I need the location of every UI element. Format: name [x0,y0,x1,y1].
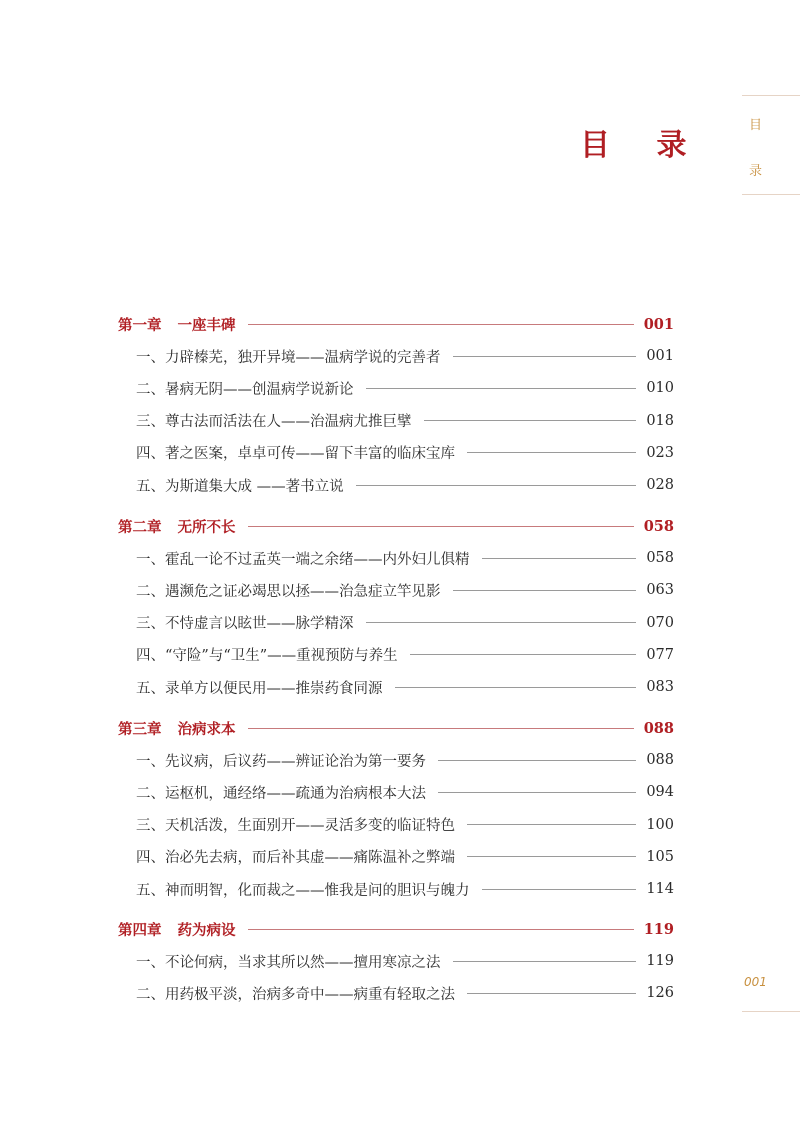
section-page: 010 [646,380,674,397]
leader-line [395,687,637,688]
section-page: 114 [646,881,674,897]
section-title: 五、神而明智，化而裁之——惟我是问的胆识与魄力 [136,882,470,899]
chapter-title [118,718,236,739]
leader-line [410,654,637,655]
toc-section-row[interactable] [118,473,674,497]
toc-section-row[interactable] [118,376,674,400]
leader-line [248,728,634,729]
toc-section-row[interactable] [118,441,674,465]
leader-line [467,993,636,994]
toc-section-row[interactable] [118,949,674,973]
section-title: 二、暑病无阴——创温病学说新论 [136,381,354,398]
toc-section-row[interactable] [118,643,674,667]
side-section-tab [742,95,800,195]
page-number: 001 [744,975,767,989]
section-title: 三、天机活泼，生面别开——灵活多变的临证特色 [136,818,455,835]
side-tab-char-2: 录 [749,164,763,179]
chapter-page: 058 [643,517,674,535]
toc-chapter-row[interactable] [118,312,674,336]
leader-line [248,929,634,930]
section-page: 119 [646,953,674,970]
leader-line [453,356,637,357]
chapter-name: 无所不长 [177,519,236,536]
section-title: 一、霍乱一论不过孟英一端之余绪——内外妇儿俱精 [136,551,470,568]
leader-line [248,526,634,527]
section-page: 105 [646,848,674,865]
chapter-number: 第二章 [118,519,162,536]
section-page: 126 [646,985,674,1002]
chapter-title [118,314,236,335]
leader-line [356,485,637,486]
chapter-page: 119 [643,920,674,938]
side-tab-char-1: 目 [749,118,763,133]
section-title: 四、治必先去病，而后补其虚——痛陈温补之弊端 [136,850,455,867]
leader-line [438,792,636,793]
section-page: 058 [646,550,674,567]
section-title: 四、“守险”与“卫生”——重视预防与养生 [136,648,398,665]
chapter-number: 第三章 [118,721,162,738]
chapter-page: 001 [643,315,674,333]
chapter-number: 第四章 [118,922,162,939]
chapter-number: 第一章 [118,317,162,334]
chapter-name: 药为病设 [177,922,236,939]
section-title: 二、遇濒危之证必竭思以拯——治急症立竿见影 [136,583,441,600]
leader-line [467,824,636,825]
chapter-name: 治病求本 [177,721,236,738]
toc-chapter-row[interactable] [118,716,674,740]
toc-section-row[interactable] [118,344,674,368]
leader-line [248,324,634,325]
side-divider [742,1011,800,1012]
leader-line [467,856,636,857]
section-page: 023 [646,444,674,461]
leader-line [424,420,637,421]
section-page: 001 [646,348,674,365]
section-page: 083 [646,679,674,695]
section-page: 077 [646,646,674,663]
toc-section-row[interactable] [118,675,674,699]
section-page: 100 [646,816,674,833]
toc-chapter-row[interactable] [118,917,674,941]
leader-line [366,622,637,623]
section-page: 018 [646,412,674,429]
leader-line [438,760,636,761]
toc-section-row[interactable] [118,409,674,433]
section-title: 一、先议病，后议药——辨证论治为第一要务 [136,753,426,770]
chapter-name: 一座丰碑 [177,317,236,334]
toc-section-row[interactable] [118,981,674,1005]
section-title: 二、运枢机，通经络——疏通为治病根本大法 [136,785,426,802]
section-title: 三、不恃虚言以眩世——脉学精深 [136,616,354,633]
toc-section-row[interactable] [118,845,674,869]
chapter-title [118,919,236,940]
leader-line [366,388,637,389]
section-title: 一、不论何病，当求其所以然——擅用寒凉之法 [136,954,441,971]
leader-line [453,590,637,591]
toc-section-row[interactable] [118,546,674,570]
toc-section-row[interactable] [118,611,674,635]
leader-line [453,961,637,962]
section-page: 063 [646,582,674,599]
section-page: 028 [646,477,674,493]
section-page: 094 [646,784,674,801]
leader-line [482,889,637,890]
section-title: 三、尊古法而活法在人——治温病尤推巨擘 [136,414,412,431]
section-title: 五、为斯道集大成 ——著书立说 [136,478,344,495]
toc-section-row[interactable] [118,748,674,772]
toc-chapter-row[interactable] [118,514,674,538]
leader-line [482,558,637,559]
toc-section-row[interactable] [118,780,674,804]
toc-section-row[interactable] [118,877,674,901]
toc-section-row[interactable] [118,813,674,837]
section-title: 二、用药极平淡，治病多奇中——病重有轻取之法 [136,986,455,1003]
chapter-page: 088 [643,719,674,737]
chapter-title [118,516,236,537]
section-title: 一、力辟榛芜，独开异境——温病学说的完善者 [136,349,441,366]
leader-line [467,452,636,453]
section-title: 五、录单方以便民用——推崇药食同源 [136,680,383,697]
section-page: 088 [646,752,674,769]
toc-section-row[interactable] [118,578,674,602]
section-page: 070 [646,614,674,631]
section-title: 四、著之医案，卓卓可传——留下丰富的临床宝库 [136,446,455,463]
page-title: 目 录 [580,128,705,163]
